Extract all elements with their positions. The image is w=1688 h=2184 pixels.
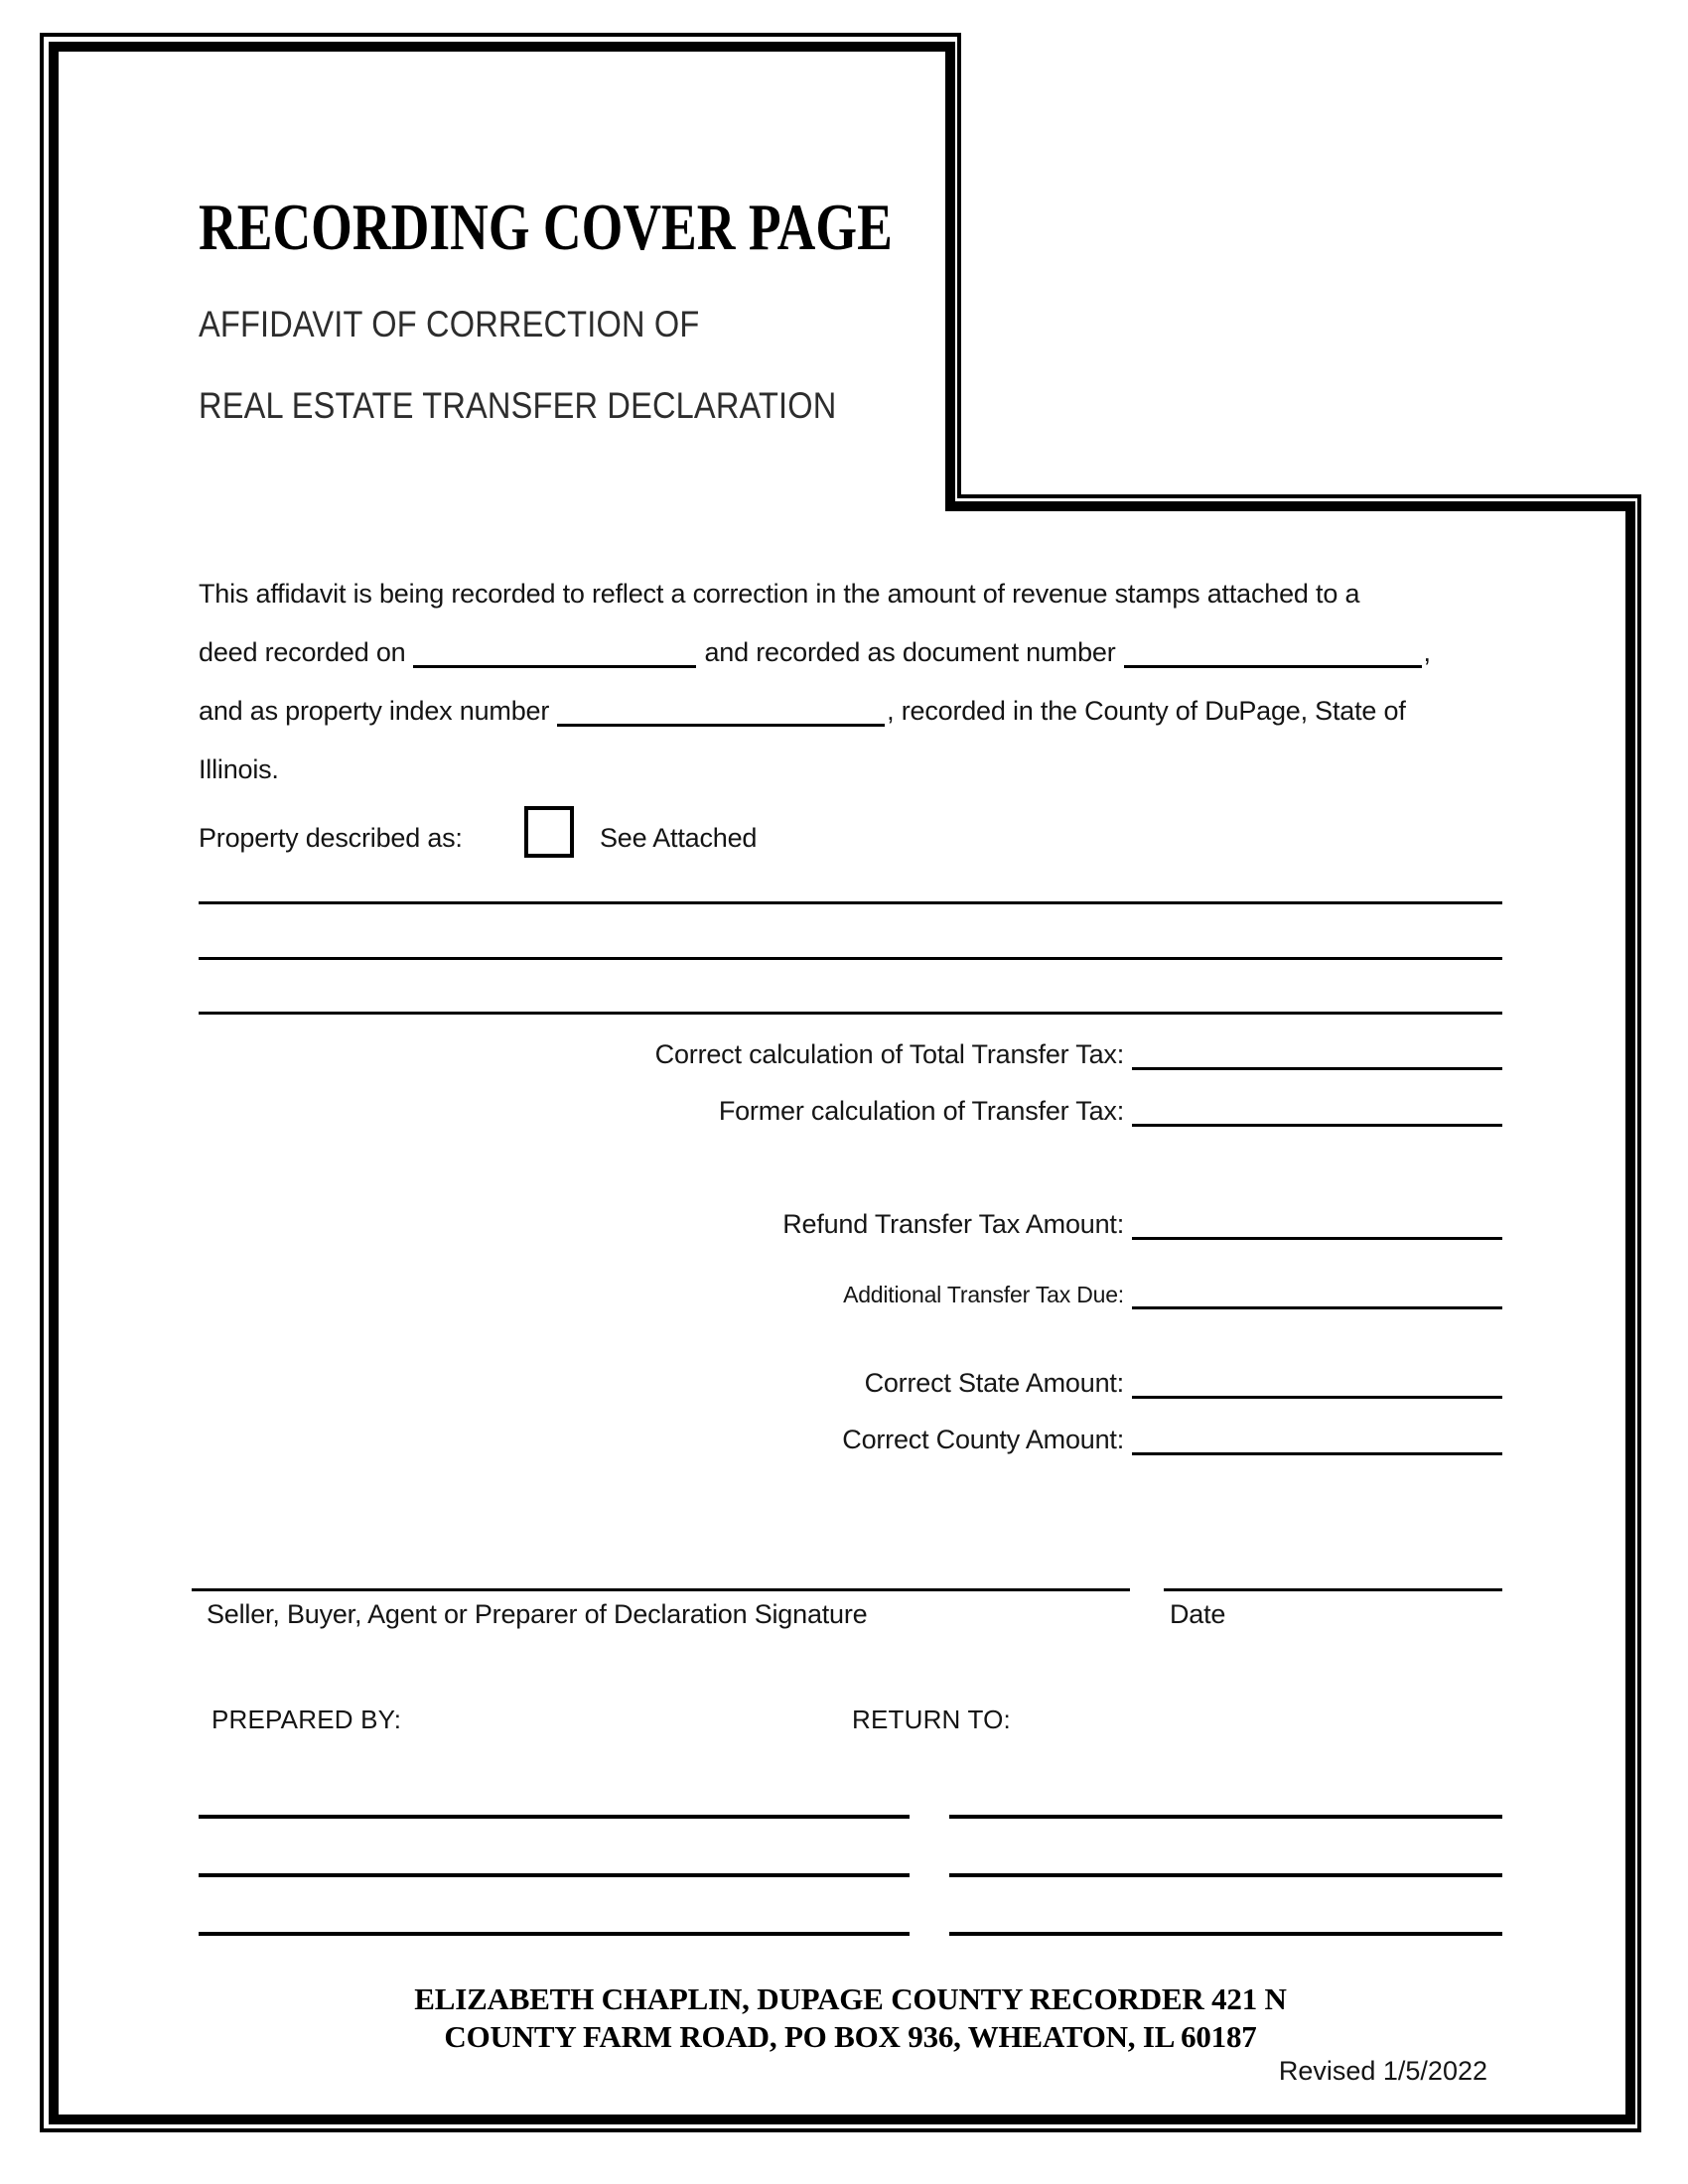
intro-line-4: Illinois.: [199, 754, 279, 784]
correct-county-amount-label: Correct County Amount:: [842, 1425, 1124, 1454]
revised-date: Revised 1/5/2022: [1278, 2056, 1487, 2086]
correct-county-amount-blank[interactable]: [1132, 1451, 1502, 1455]
see-attached-checkbox[interactable]: [524, 806, 574, 858]
subtitle-line-2: REAL ESTATE TRANSFER DECLARATION: [199, 385, 837, 426]
return-to-line-3[interactable]: [949, 1932, 1502, 1936]
see-attached-label: See Attached: [600, 823, 758, 853]
intro-line-2-middle: and recorded as document number: [704, 637, 1116, 667]
prepared-by-line-2[interactable]: [199, 1873, 910, 1877]
additional-transfer-tax-blank[interactable]: [1132, 1305, 1502, 1309]
correct-state-amount-row: [199, 1367, 1502, 1400]
return-to-line-2[interactable]: [949, 1873, 1502, 1877]
property-index-number-blank[interactable]: [557, 723, 885, 727]
property-described-label: Property described as:: [199, 823, 463, 853]
correct-state-amount-blank[interactable]: [1132, 1395, 1502, 1399]
additional-transfer-tax-row: [199, 1279, 1502, 1311]
former-transfer-tax-blank[interactable]: [1132, 1123, 1502, 1127]
additional-transfer-tax-label: Additional Transfer Tax Due:: [843, 1282, 1124, 1307]
former-transfer-tax-row: [199, 1095, 1502, 1128]
date-label: Date: [1170, 1599, 1226, 1629]
return-to-line-1[interactable]: [949, 1815, 1502, 1819]
total-transfer-tax-blank[interactable]: [1132, 1066, 1502, 1070]
prepared-by-line-1[interactable]: [199, 1815, 910, 1819]
intro-line-3: [199, 695, 1406, 728]
intro-line-2-comma: ,: [1423, 637, 1431, 667]
refund-transfer-tax-blank[interactable]: [1132, 1236, 1502, 1240]
property-description-line-1[interactable]: [199, 901, 1502, 904]
intro-line-3-suffix: , recorded in the County of DuPage, State of: [887, 696, 1406, 726]
total-transfer-tax-row: [199, 1038, 1502, 1071]
signature-line[interactable]: [192, 1588, 1130, 1591]
return-to-label: RETURN TO:: [852, 1705, 1011, 1734]
prepared-by-label: PREPARED BY:: [211, 1705, 402, 1734]
signature-label: Seller, Buyer, Agent or Preparer of Declaration Signature: [207, 1599, 868, 1629]
date-line[interactable]: [1164, 1588, 1502, 1591]
correct-county-amount-row: [199, 1424, 1502, 1456]
intro-line-2-prefix: deed recorded on: [199, 637, 406, 667]
recorder-address-line-2: COUNTY FARM ROAD, PO BOX 936, WHEATON, IL 60187: [444, 2019, 1257, 2054]
property-description-line-2[interactable]: [199, 957, 1502, 960]
intro-line-3-prefix: and as property index number: [199, 696, 550, 726]
intro-line-2: [199, 636, 1431, 669]
refund-transfer-tax-row: [199, 1208, 1502, 1241]
page-title: RECORDING COVER PAGE: [199, 191, 893, 264]
intro-line-1: This affidavit is being recorded to reflect a correction in the amount of revenue stamps attached to a: [199, 579, 1360, 609]
property-description-line-3[interactable]: [199, 1012, 1502, 1015]
subtitle-line-1: AFFIDAVIT OF CORRECTION OF: [199, 304, 700, 344]
prepared-by-line-3[interactable]: [199, 1932, 910, 1936]
document-number-blank[interactable]: [1124, 664, 1422, 668]
refund-transfer-tax-label: Refund Transfer Tax Amount:: [782, 1209, 1124, 1239]
recorder-address-line-1: ELIZABETH CHAPLIN, DUPAGE COUNTY RECORDER 421 N: [414, 1981, 1287, 2016]
former-transfer-tax-label: Former calculation of Transfer Tax:: [718, 1096, 1124, 1126]
deed-recorded-date-blank[interactable]: [413, 664, 696, 668]
total-transfer-tax-label: Correct calculation of Total Transfer Tax:: [654, 1039, 1124, 1069]
correct-state-amount-label: Correct State Amount:: [864, 1368, 1124, 1398]
